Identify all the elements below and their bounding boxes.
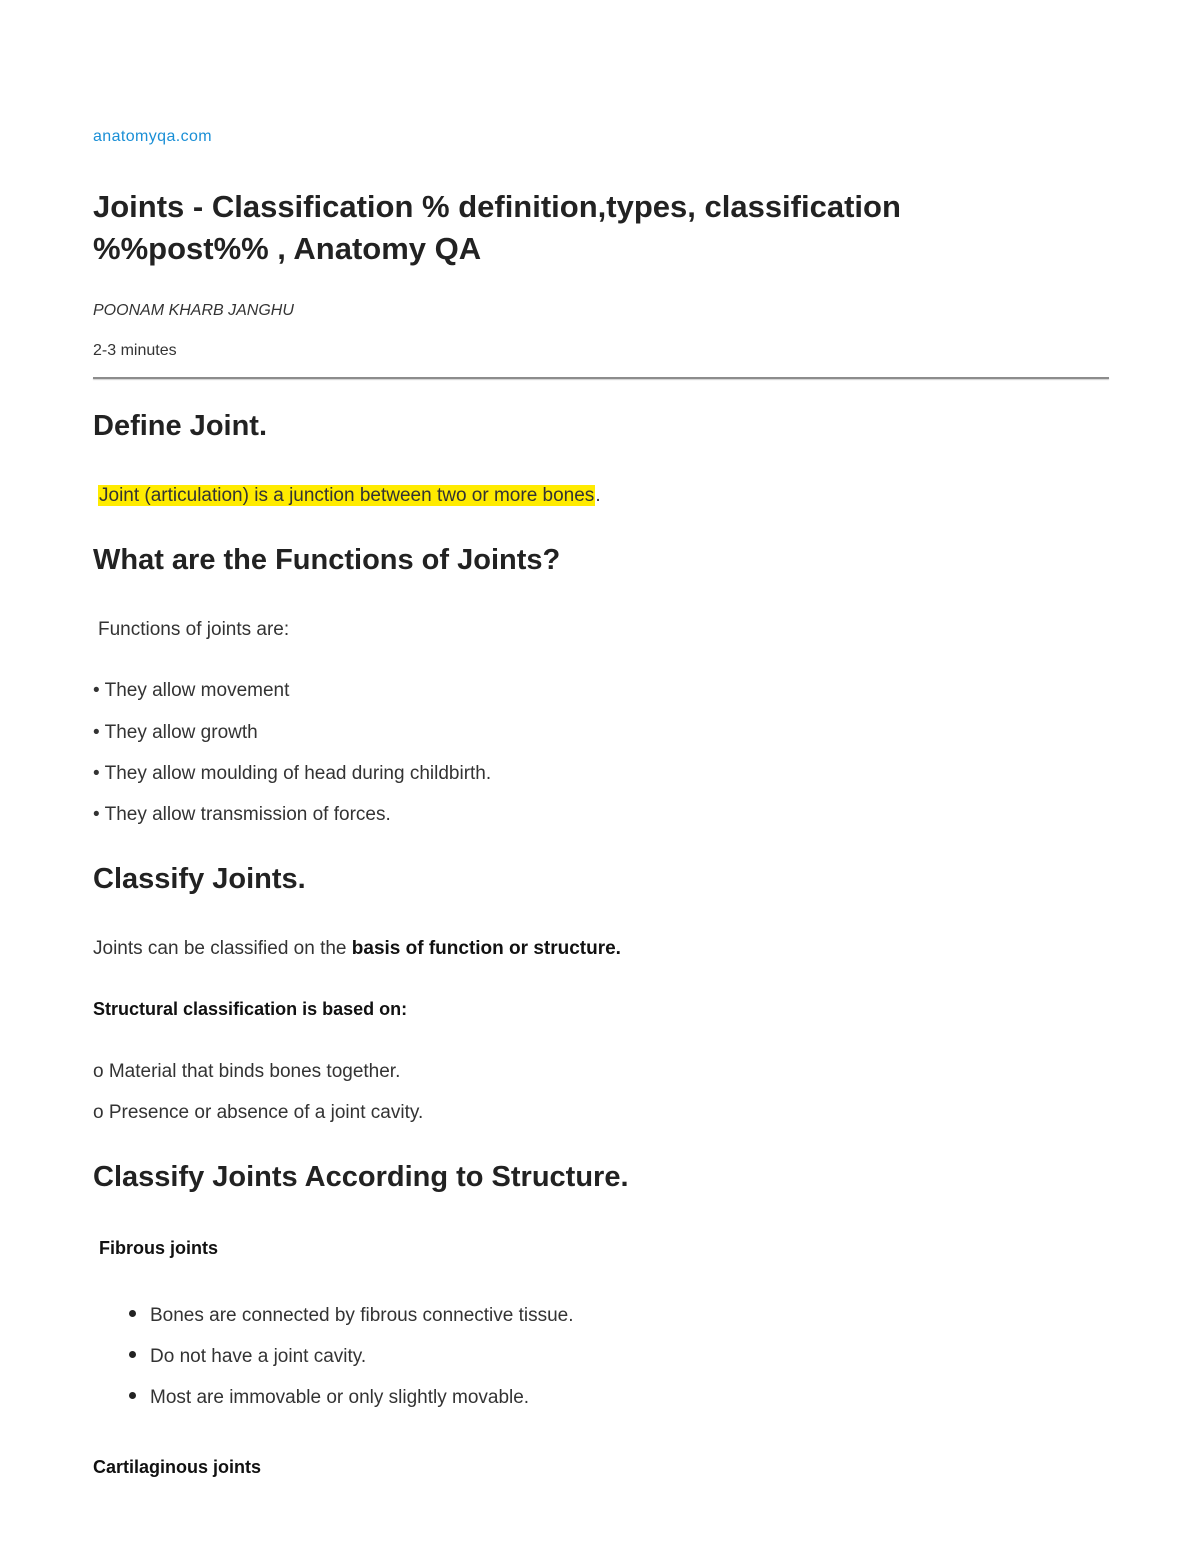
fibrous-list-item (129, 1346, 366, 1368)
read-time: 2-3 minutes (93, 342, 177, 359)
fibrous-list-item (129, 1305, 574, 1327)
functions-list-item: • They allow moulding of head during childbirth. (93, 763, 492, 784)
fibrous-subheading: Fibrous joints (99, 1238, 218, 1258)
cartilaginous-subheading: Cartilaginous joints (93, 1457, 262, 1477)
functions-intro: Functions of joints are: (98, 619, 290, 640)
section-heading-define: Define Joint. (93, 410, 268, 442)
structural-list-item: o Material that binds bones together. (93, 1061, 401, 1082)
classify-bold-text: basis of function or structure. (351, 938, 621, 959)
fibrous-item-text: Most are immovable or only slightly movable. (150, 1387, 530, 1408)
header-divider (93, 377, 1109, 379)
functions-list-item: • They allow movement (93, 680, 290, 701)
page-title: Joints - Classification % definition,types, classification %%post%% , Anatomy QA (93, 189, 901, 266)
structural-subheading: Structural classification is based on: (93, 999, 408, 1019)
classify-text: Joints can be classified on the (93, 938, 352, 959)
bullet-icon (129, 1351, 136, 1358)
definition-period: . (595, 485, 601, 506)
fibrous-item-text: Bones are connected by fibrous connective tissue. (150, 1305, 574, 1326)
fibrous-list-item (129, 1387, 529, 1409)
author-name: POONAM KHARB JANGHU (93, 302, 294, 319)
bullet-icon (129, 1392, 136, 1399)
structural-list-item: o Presence or absence of a joint cavity. (93, 1102, 424, 1123)
definition-paragraph (98, 485, 601, 507)
bullet-icon (129, 1310, 136, 1317)
functions-list-item: • They allow growth (93, 722, 258, 743)
definition-highlight: Joint (articulation) is a junction between two or more bones (99, 485, 595, 506)
classify-paragraph (93, 938, 621, 960)
site-link[interactable]: anatomyqa.com (93, 128, 213, 145)
section-heading-functions: What are the Functions of Joints? (93, 544, 561, 576)
section-heading-classify: Classify Joints. (93, 863, 306, 895)
functions-list-item: • They allow transmission of forces. (93, 804, 391, 825)
fibrous-item-text: Do not have a joint cavity. (150, 1346, 367, 1367)
section-heading-structure: Classify Joints According to Structure. (93, 1161, 629, 1193)
